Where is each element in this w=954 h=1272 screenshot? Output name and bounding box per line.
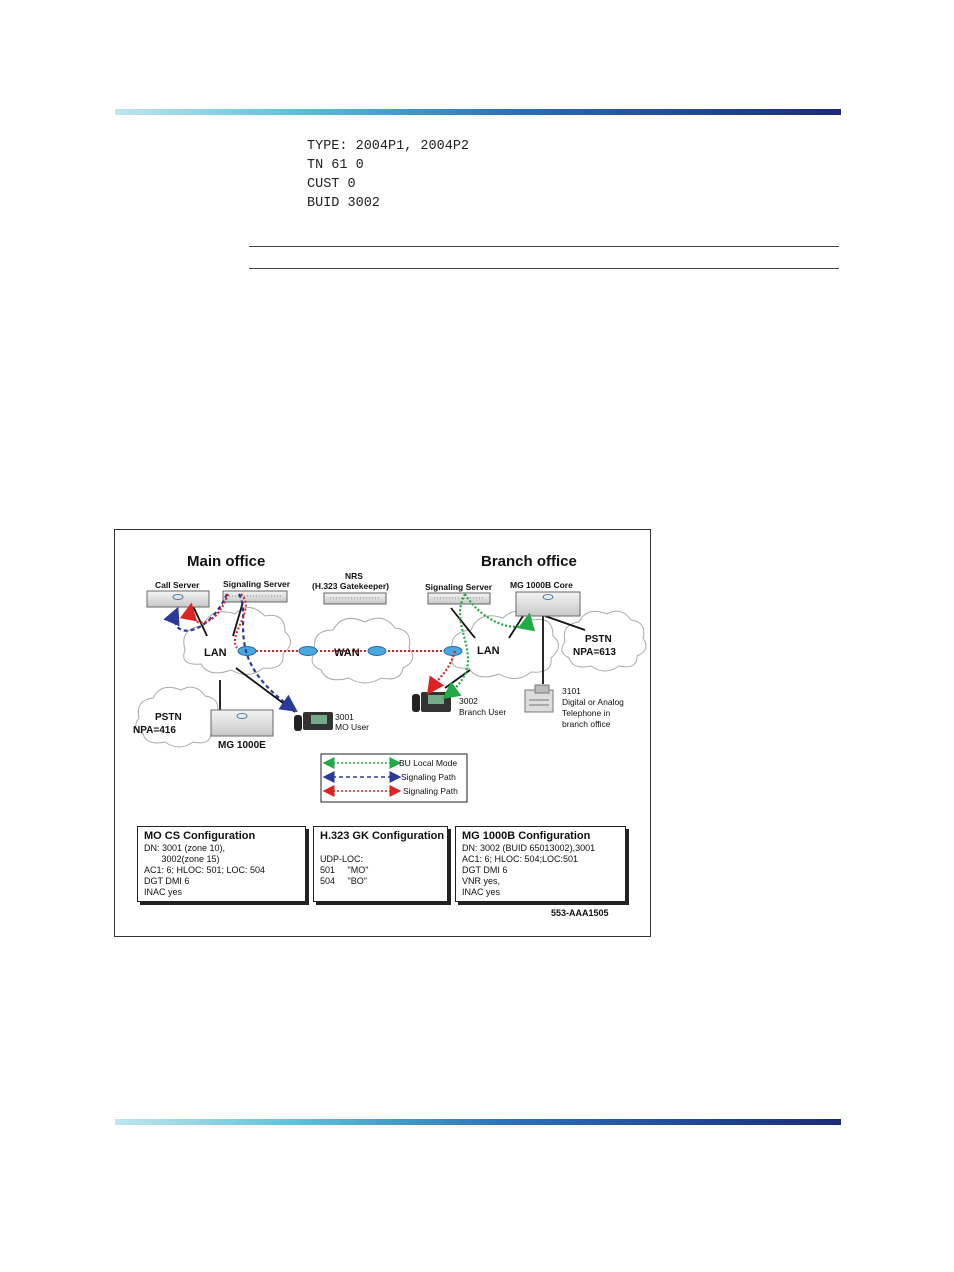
mg1000b-core-icon (516, 592, 580, 616)
signaling-server-main-label: Signaling Server (223, 579, 291, 589)
mg1000e-icon (211, 710, 273, 736)
tel-3101-line3: Telephone in (562, 708, 611, 718)
branch-office-title: Branch office (481, 553, 577, 570)
signaling-path-red (429, 651, 455, 692)
config-line: 504 "BO" (320, 876, 367, 886)
telephone-icon (412, 692, 451, 712)
footer-bar (115, 1119, 841, 1125)
router-icon (368, 647, 386, 656)
code-line: CUST 0 (307, 177, 356, 192)
user-3002-label: Branch User (459, 707, 507, 717)
tel-3101-line4: branch office (562, 719, 611, 729)
telephone-icon (294, 712, 333, 731)
user-3001-number: 3001 (335, 712, 354, 722)
config-line: UDP-LOC: (320, 854, 364, 864)
user-3001-label: MO User (335, 722, 369, 732)
pstn-branch-label: PSTN (585, 634, 612, 645)
pstn-branch-npa: NPA=613 (573, 647, 616, 658)
gk-config-title: H.323 GK Configuration (320, 830, 445, 842)
nrs-gatekeeper-label: (H.323 Gatekeeper) (312, 581, 390, 591)
gk-config-box (313, 826, 448, 902)
config-line: INAC yes (144, 887, 183, 897)
config-line: VNR yes, (462, 876, 501, 886)
legend-signaling-path-blue: Signaling Path (401, 772, 456, 782)
code-block (307, 137, 469, 213)
config-line: 501 "MO" (320, 865, 369, 875)
tel-3101-line2: Digital or Analog (562, 697, 624, 707)
legend-bu-local-mode: BU Local Mode (399, 758, 458, 768)
call-server-icon (147, 591, 209, 607)
user-3002-number: 3002 (459, 696, 478, 706)
config-line: AC1: 6; HLOC: 504;LOC:501 (462, 854, 579, 864)
header-bar (115, 109, 841, 115)
nrs-label: NRS (345, 571, 363, 581)
legend (321, 754, 467, 802)
config-line: DGT DMI 6 (462, 865, 508, 875)
mo-cs-config-title: MO CS Configuration (144, 830, 256, 842)
figure-id: 553-AAA1505 (551, 908, 609, 918)
lan-main-label: LAN (204, 647, 227, 659)
mg1000b-config-box (455, 826, 626, 902)
legend-signaling-path-red: Signaling Path (403, 786, 458, 796)
config-line: DN: 3002 (BUID 65013002),3001 (462, 843, 596, 853)
config-line (320, 843, 441, 854)
mg1000e-label: MG 1000E (218, 740, 266, 751)
config-line: DN: 3001 (zone 10), (144, 843, 226, 853)
code-line: BUID 3002 (307, 196, 380, 211)
nrs-server-icon (324, 593, 386, 604)
analog-telephone-icon (525, 685, 553, 712)
config-line: INAC yes (462, 887, 501, 897)
pstn-main-label: PSTN (155, 712, 182, 723)
signaling-server-branch-icon (428, 593, 490, 604)
mg1000b-core-label: MG 1000B Core (510, 580, 573, 590)
signaling-server-branch-label: Signaling Server (425, 582, 493, 592)
pstn-main-npa: NPA=416 (133, 725, 176, 736)
config-line: DGT DMI 6 (144, 876, 190, 886)
table-rule-top (249, 246, 839, 247)
mg1000b-config-title: MG 1000B Configuration (462, 830, 591, 842)
call-server-label: Call Server (155, 580, 200, 590)
network-diagram (114, 529, 651, 937)
signaling-server-main-icon (223, 591, 287, 602)
mo-cs-config-box (137, 826, 306, 902)
code-line: TYPE: 2004P1, 2004P2 (307, 139, 470, 154)
main-office-title: Main office (187, 553, 266, 570)
router-icon (299, 647, 317, 656)
config-line: AC1: 6; HLOC: 501; LOC: 504 (144, 865, 266, 875)
tel-3101-number: 3101 (562, 686, 581, 696)
config-line: 3002(zone 15) (144, 854, 220, 864)
lan-main-cloud (184, 607, 291, 674)
code-line: TN 61 0 (307, 158, 364, 173)
router-icon (444, 647, 462, 656)
table-rule-bottom (249, 268, 839, 269)
lan-branch-label: LAN (477, 645, 500, 657)
wan-label: WAN (334, 647, 360, 659)
